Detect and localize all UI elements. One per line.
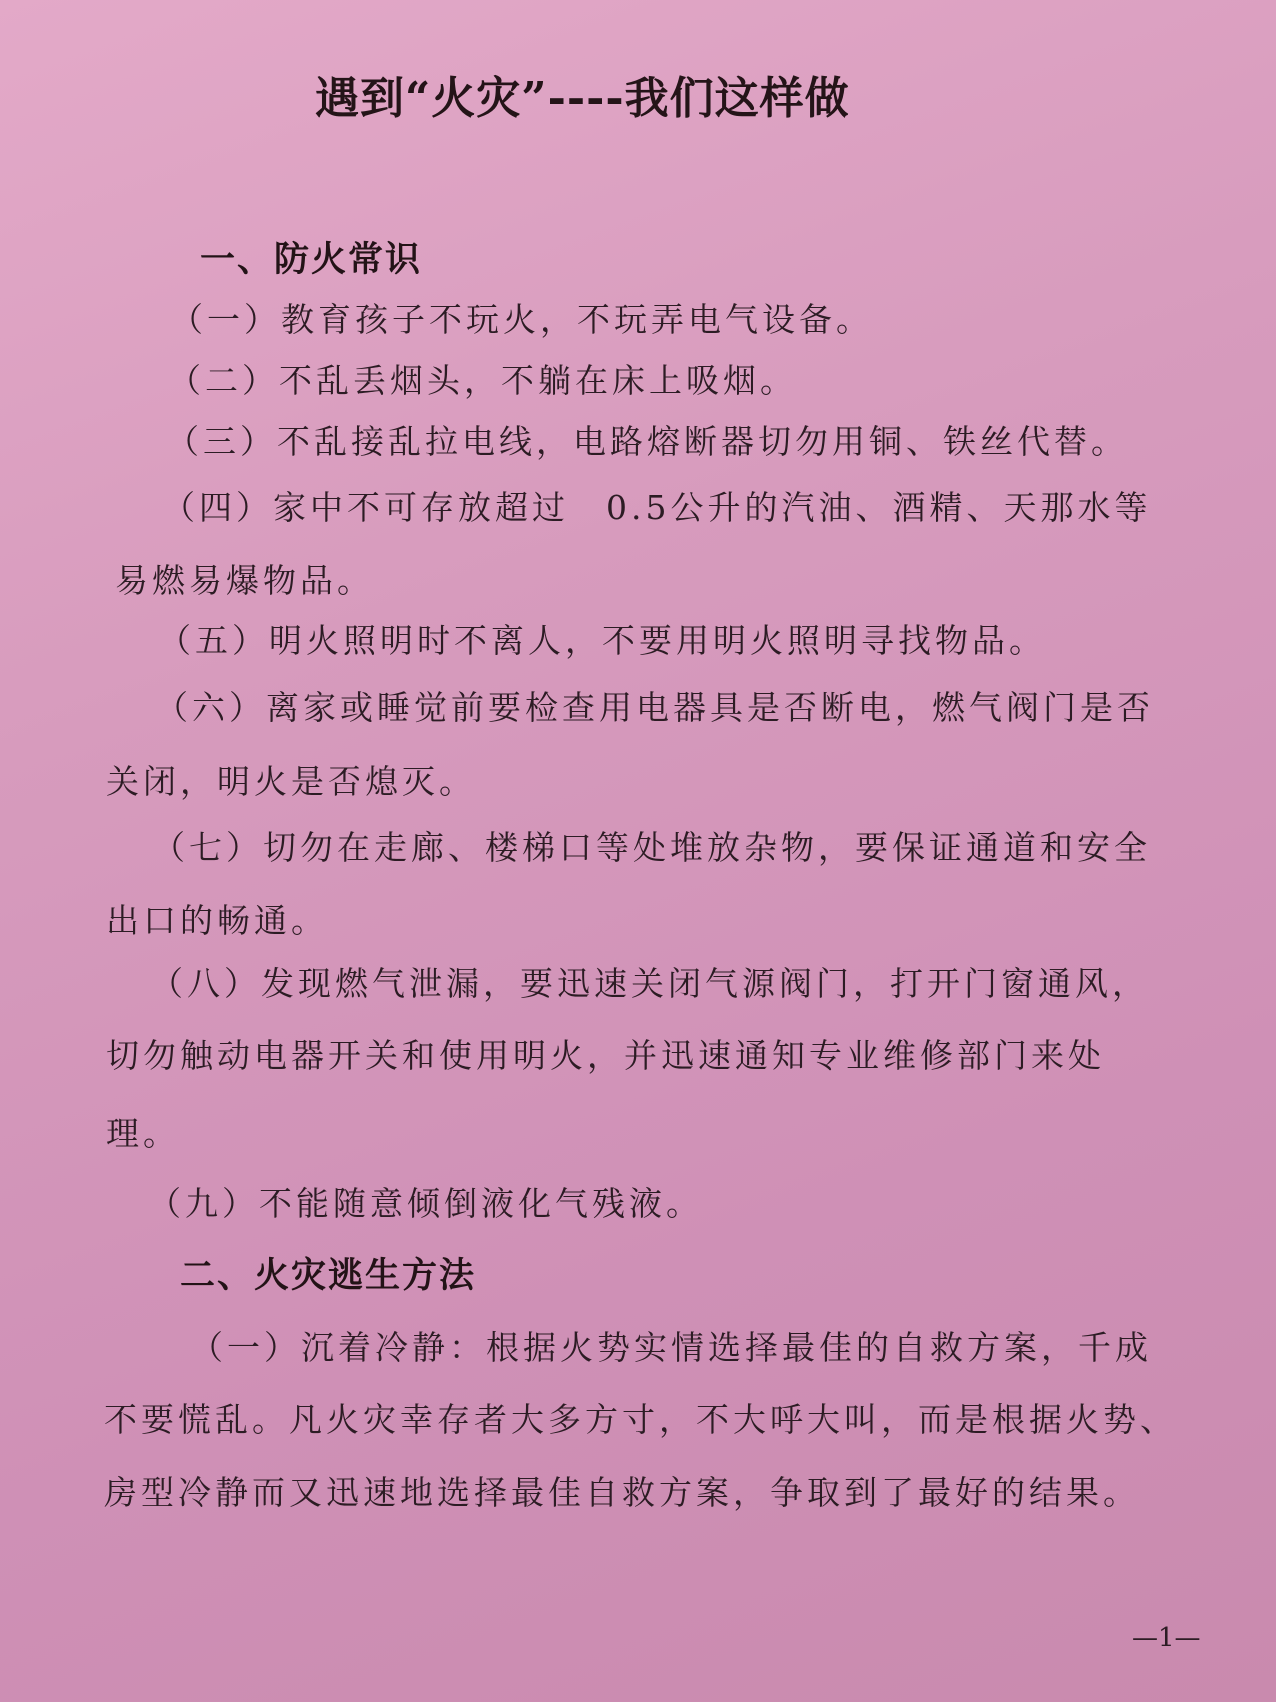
paragraph-line: 关闭，明火是否熄灭。	[106, 762, 476, 801]
section-heading-fire-prevention: 一、防火常识	[200, 239, 423, 280]
paragraph-line: 易燃易爆物品。	[115, 561, 374, 600]
paragraph-line: （六）离家或睡觉前要检查用电器具是否断电，燃气阀门是否	[155, 688, 1154, 727]
paragraph-line: 出口的畅通。	[106, 901, 328, 940]
paragraph-line: （一）沉着冷静：根据火势实情选择最佳的自救方案，千成	[190, 1328, 1152, 1367]
paragraph-line: 理。	[106, 1114, 180, 1153]
paragraph-line: （一）教育孩子不玩火，不玩弄电气设备。	[170, 300, 873, 339]
paragraph-line: （八）发现燃气泄漏，要迅速关闭气源阀门，打开门窗通风，	[150, 964, 1149, 1003]
paragraph-line: 不要慌乱。凡火灾幸存者大多方寸，不大呼大叫，而是根据火势、	[104, 1400, 1177, 1439]
paragraph-line: （二）不乱丢烟头，不躺在床上吸烟。	[168, 361, 797, 400]
paragraph-line: 切勿触动电器开关和使用明火，并迅速通知专业维修部门来处	[106, 1036, 1105, 1075]
section-heading-fire-escape: 二、火灾逃生方法	[180, 1255, 477, 1296]
document-title: 遇到“火灾”----我们这样做	[315, 73, 850, 124]
paragraph-line: （九）不能随意倾倒液化气残液。	[148, 1184, 703, 1223]
paragraph-line: （七）切勿在走廊、楼梯口等处堆放杂物，要保证通道和安全	[152, 828, 1151, 867]
paragraph-line: （五）明火照明时不离人，不要用明火照明寻找物品。	[158, 621, 1046, 660]
page-number: —1—	[1132, 1623, 1201, 1653]
paragraph-line: （三）不乱接乱拉电线，电路熔断器切勿用铜、铁丝代替。	[166, 422, 1128, 461]
paragraph-line: 房型冷静而又迅速地选择最佳自救方案，争取到了最好的结果。	[104, 1473, 1140, 1512]
paragraph-line: （四）家中不可存放超过 0.5公升的汽油、酒精、天那水等	[162, 488, 1152, 527]
